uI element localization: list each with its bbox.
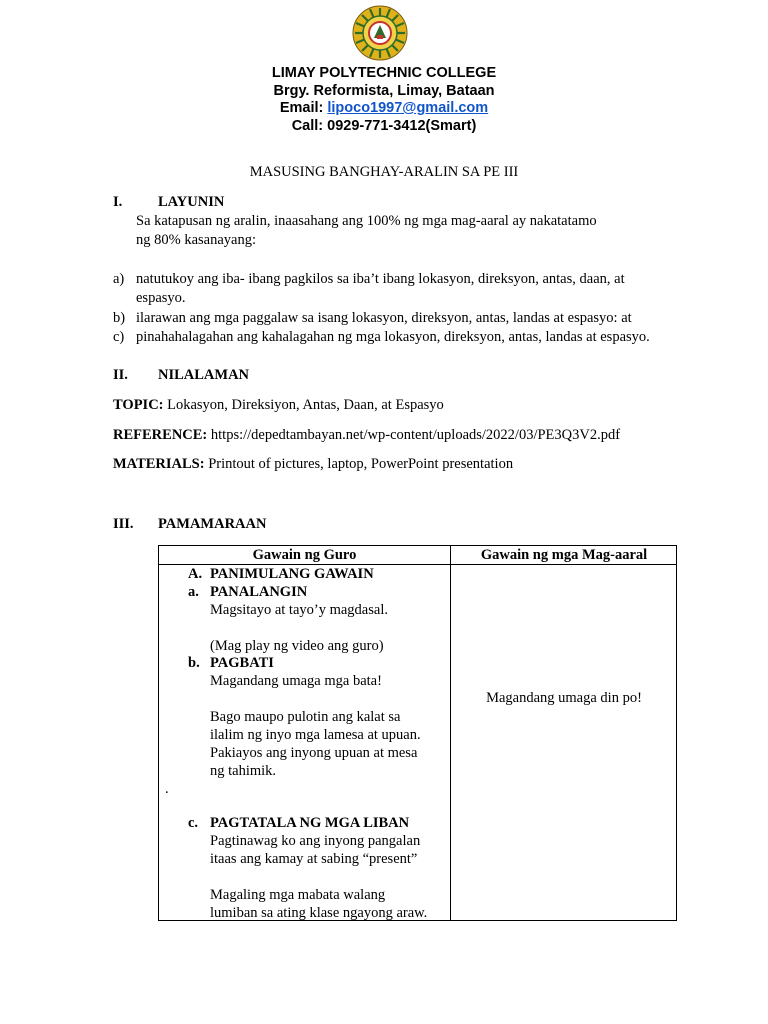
reference-line — [113, 426, 620, 445]
materials-label: MATERIALS: — [113, 456, 205, 472]
email-label: Email: — [279, 100, 324, 116]
college-name: LIMAY POLYTECHNIC COLLEGE — [271, 65, 497, 81]
topic-line — [113, 396, 444, 415]
reference-value: https://depedtambayan.net/wp-content/uploads/2022/03/PE3Q3V2.pdf — [210, 427, 621, 443]
objective-c-marker: c) — [113, 329, 125, 345]
attendance-instruction-line: itaas ang kamay at sabing “present” — [210, 851, 418, 867]
table-column-divider — [450, 546, 451, 920]
objective-a: natutukoy ang iba- ibang pagkilos sa iba’t ibang lokasyon, direksyon, antas, daan, at — [136, 271, 625, 287]
panalangin-text: Magsitayo at tayo’y magdasal. — [210, 602, 388, 618]
college-phone: Call: 0929-771-3412(Smart) — [291, 118, 477, 134]
part-a-marker: A. — [188, 566, 203, 582]
topic-label: TOPIC: — [113, 397, 164, 413]
college-seal-logo — [352, 5, 408, 61]
panalangin-heading: PANALANGIN — [210, 584, 308, 600]
objective-b-marker: b) — [113, 310, 126, 326]
pagbati-instruction-line: ilalim ng inyo mga lamesa at upuan. — [210, 727, 421, 743]
reference-label: REFERENCE: — [113, 427, 208, 443]
section-3-number: III. — [113, 516, 134, 532]
panalangin-note: (Mag play ng video ang guro) — [210, 638, 384, 654]
table-header-students: Gawain ng mga Mag-aaral — [480, 547, 648, 563]
section-1-number: I. — [113, 194, 123, 210]
objective-b: ilarawan ang mga paggalaw sa isang lokasyon, direksyon, antas, landas at espasyo: at — [136, 310, 632, 326]
objective-a-marker: a) — [113, 271, 125, 287]
procedure-table — [158, 545, 677, 921]
attendance-instruction-line: Pagtinawag ko ang inyong pangalan — [210, 833, 421, 849]
college-email-line — [0, 99, 768, 117]
attendance-closing-line: lumiban sa ating klase ngayong araw. — [210, 905, 428, 921]
pagbati-instruction-line: Bago maupo pulotin ang kalat sa — [210, 709, 401, 725]
pagbati-instruction-line: Pakiayos ang inyong upuan at mesa — [210, 745, 418, 761]
attendance-marker: c. — [188, 815, 199, 831]
section-2-number: II. — [113, 367, 128, 383]
objective-a-cont: espasyo. — [136, 290, 186, 306]
college-address: Brgy. Reformista, Limay, Bataan — [273, 83, 495, 99]
part-a-heading: PANIMULANG GAWAIN — [210, 566, 374, 582]
section-1-heading: LAYUNIN — [158, 194, 225, 210]
stray-dot: . — [165, 781, 169, 797]
objectives-intro: Sa katapusan ng aralin, inaasahang ang 100% ng mga mag-aaral ay nakatatamo — [136, 213, 597, 229]
section-3-heading: PAMAMARAAN — [158, 516, 267, 532]
lesson-plan-title: MASUSING BANGHAY-ARALIN SA PE III — [249, 164, 519, 180]
section-2-heading: NILALAMAN — [158, 367, 250, 383]
attendance-closing-line: Magaling mga mabata walang — [210, 887, 386, 903]
panalangin-marker: a. — [188, 584, 199, 600]
objective-c: pinahahalagahan ang kahalagahan ng mga lokasyon, direksyon, antas, landas at espasyo. — [136, 329, 650, 345]
pagbati-instruction-line: ng tahimik. — [210, 763, 277, 779]
pagbati-greeting: Magandang umaga mga bata! — [210, 673, 382, 689]
table-header-teacher: Gawain ng Guro — [252, 547, 357, 563]
attendance-heading: PAGTATALA NG MGA LIBAN — [210, 815, 410, 831]
materials-value: Printout of pictures, laptop, PowerPoint presentation — [208, 456, 514, 472]
materials-line — [113, 455, 513, 474]
topic-value: Lokasyon, Direksiyon, Antas, Daan, at Espasyo — [167, 397, 444, 413]
objectives-intro-cont: ng 80% kasanayang: — [136, 232, 256, 248]
email-link[interactable]: lipoco1997@gmail.com — [327, 100, 489, 116]
pagbati-heading: PAGBATI — [210, 655, 274, 671]
student-greeting-reply: Magandang umaga din po! — [486, 690, 642, 706]
pagbati-marker: b. — [188, 655, 200, 671]
